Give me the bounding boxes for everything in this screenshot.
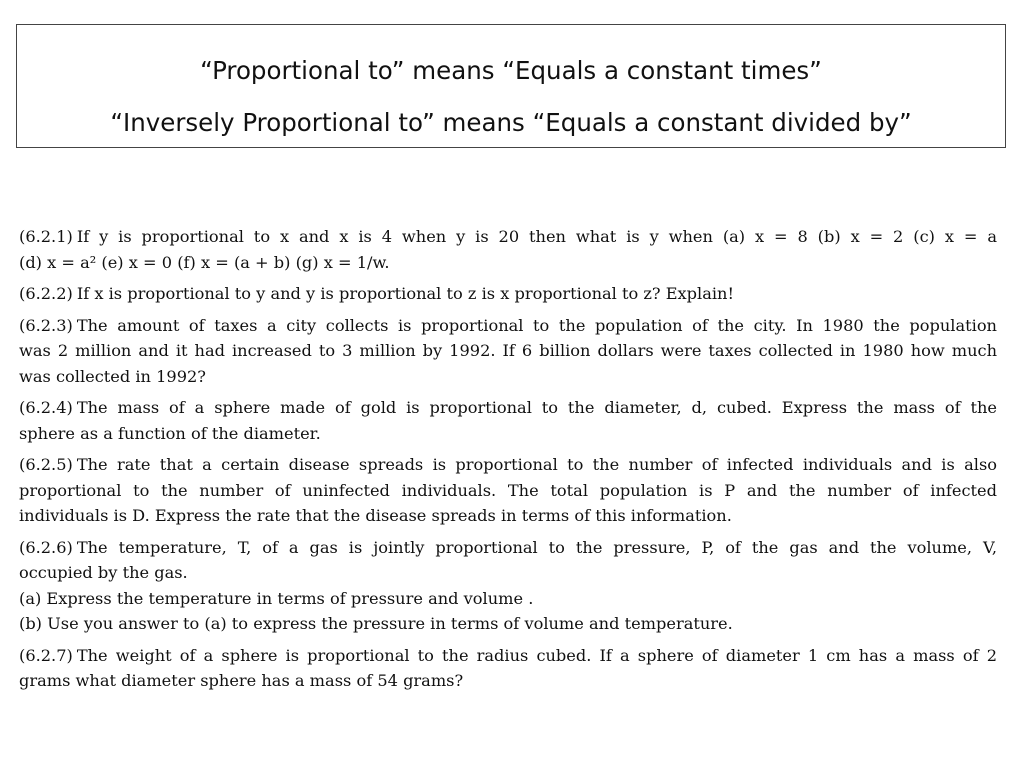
- problem-text-line: proportional to the number of uninfected individuals. The total population is P and the number of infected: [19, 480, 997, 500]
- problem-id: (6.2.6): [19, 537, 73, 557]
- problem-6-2-3: [19, 313, 997, 390]
- problem-id: (6.2.7): [19, 645, 73, 665]
- problem-text-line: grams what diameter sphere has a mass of 54 grams?: [19, 671, 464, 690]
- definition-proportional: “Proportional to” means “Equals a constant times”: [200, 56, 822, 85]
- problem-text-line: (a) Express the temperature in terms of pressure and volume .: [19, 588, 534, 608]
- problem-text-line: The rate that a certain disease spreads is proportional to the number of infected individuals and is also: [76, 455, 997, 474]
- problem-id: (6.2.4): [19, 398, 73, 417]
- problem-list: [19, 224, 997, 700]
- problem-text-line: sphere as a function of the diameter.: [19, 423, 321, 443]
- problem-id: (6.2.5): [19, 455, 73, 474]
- problem-text-line: The mass of a sphere made of gold is proportional to the diameter, d, cubed. Express the mass of the: [76, 398, 997, 417]
- problem-6-2-5: [19, 452, 997, 529]
- problem-6-2-2: [19, 281, 997, 307]
- problem-id: (6.2.3): [19, 315, 73, 335]
- problem-id: (6.2.1): [19, 227, 73, 246]
- definition-box: [16, 24, 1006, 148]
- problem-text-line: occupied by the gas.: [19, 563, 188, 582]
- problem-text-line: If y is proportional to x and x is 4 when y is 20 then what is y when (a) x = 8 (b) x = 2 (c) x = a: [76, 227, 997, 246]
- problem-6-2-4: [19, 395, 997, 446]
- problem-6-2-7: [19, 643, 997, 694]
- problem-id: (6.2.2): [19, 284, 73, 303]
- problem-text-line: (b) Use you answer to (a) to express the pressure in terms of volume and temperature.: [19, 614, 733, 633]
- problem-6-2-1: [19, 224, 997, 275]
- problem-text-line: individuals is D. Express the rate that the disease spreads in terms of this information.: [19, 506, 732, 525]
- problem-text-line: The amount of taxes a city collects is proportional to the population of the city. In 1980 the population: [76, 315, 997, 335]
- problem-text-line: was collected in 1992?: [19, 366, 206, 386]
- problem-text-line: was 2 million and it had increased to 3 million by 1992. If 6 billion dollars were taxes collected in 1980 how much: [19, 341, 997, 360]
- problem-text-line: The temperature, T, of a gas is jointly proportional to the pressure, P, of the gas and the volume, V,: [76, 537, 997, 557]
- problem-6-2-6: [19, 535, 997, 637]
- problem-text-line: (d) x = a² (e) x = 0 (f) x = (a + b) (g) x = 1/w.: [19, 252, 390, 272]
- problem-text-line: If x is proportional to y and y is proportional to z is x proportional to z? Explain!: [76, 284, 734, 303]
- definition-inversely-proportional: “Inversely Proportional to” means “Equals a constant divided by”: [110, 108, 912, 137]
- problem-text-line: The weight of a sphere is proportional to the radius cubed. If a sphere of diameter 1 cm has a mass of 2: [76, 645, 997, 665]
